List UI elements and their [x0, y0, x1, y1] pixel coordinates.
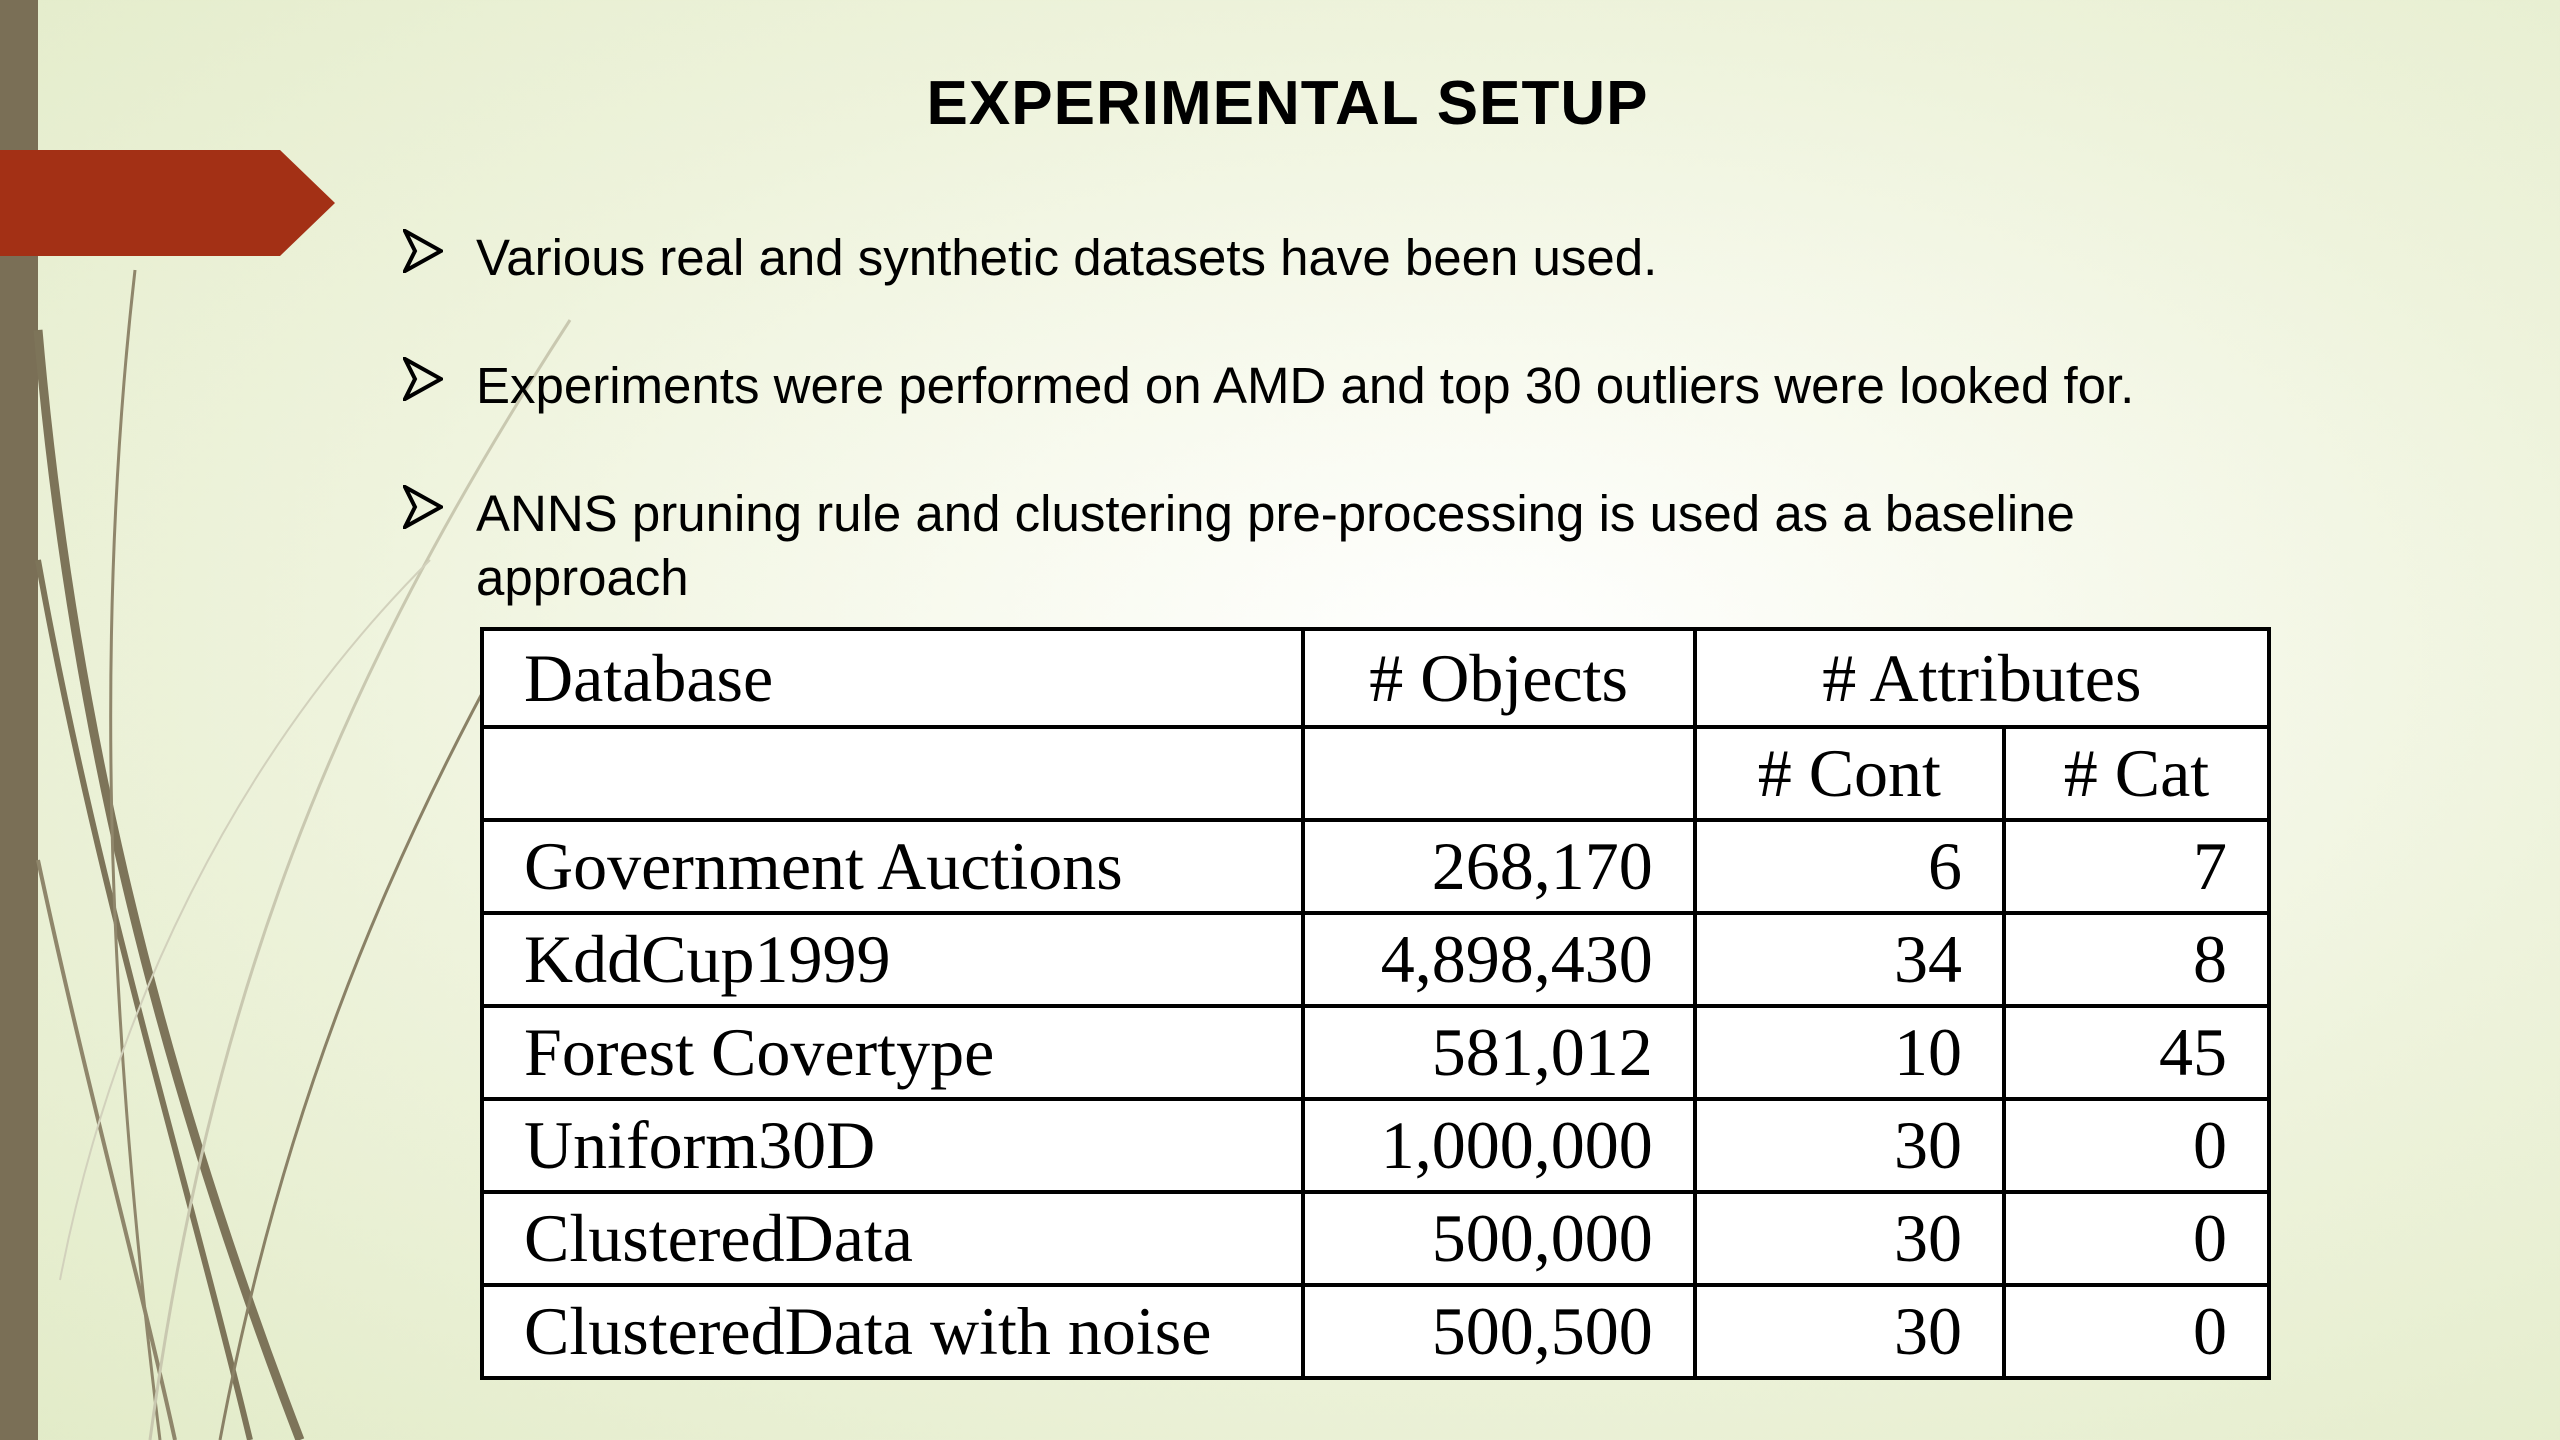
cell-database: Forest Covertype: [482, 1006, 1303, 1099]
cell-objects: 4,898,430: [1303, 913, 1695, 1006]
header-cont: # Cont: [1695, 727, 2004, 820]
datasets-table-container: [480, 627, 2271, 1382]
cell-database: ClusteredData with noise: [482, 1285, 1303, 1378]
table-subheader-row: [482, 727, 2269, 820]
arrowhead-bullet-icon: [403, 229, 443, 273]
cell-cont: 34: [1695, 913, 2004, 1006]
cell-cont: 10: [1695, 1006, 2004, 1099]
cell-cat: 0: [2004, 1285, 2269, 1378]
header-database: Database: [482, 629, 1303, 727]
cell-cat: 8: [2004, 913, 2269, 1006]
cell-database: Uniform30D: [482, 1099, 1303, 1192]
table-row: [482, 1006, 2269, 1099]
decor-curve: [220, 660, 500, 1440]
bullet-text: Experiments were performed on AMD and top 30 outliers were looked for.: [476, 357, 2135, 414]
table-row: [482, 820, 2269, 913]
cell-database: KddCup1999: [482, 913, 1303, 1006]
cell-objects: 500,000: [1303, 1192, 1695, 1285]
decor-curve: [38, 330, 300, 1440]
bullet-text: Various real and synthetic datasets have been used.: [476, 229, 1658, 286]
table-header-row: [482, 629, 2269, 727]
cell-cat: 0: [2004, 1192, 2269, 1285]
table-row: [482, 1285, 2269, 1378]
arrowhead-bullet-icon: [403, 357, 443, 401]
header-cat: # Cat: [2004, 727, 2269, 820]
cell-database: Government Auctions: [482, 820, 1303, 913]
bullet-text-continuation: approach: [476, 549, 689, 606]
cell-cat: 0: [2004, 1099, 2269, 1192]
cell-cont: 6: [1695, 820, 2004, 913]
cell-objects: 581,012: [1303, 1006, 1695, 1099]
empty-cell: [482, 727, 1303, 820]
bullet-text: ANNS pruning rule and clustering pre-processing is used as a baseline: [476, 485, 2075, 542]
cell-cat: 45: [2004, 1006, 2269, 1099]
arrowhead-bullet-icon: [403, 485, 443, 529]
empty-cell: [1303, 727, 1695, 820]
cell-objects: 500,500: [1303, 1285, 1695, 1378]
cell-cat: 7: [2004, 820, 2269, 913]
cell-database: ClusteredData: [482, 1192, 1303, 1285]
cell-cont: 30: [1695, 1099, 2004, 1192]
cell-cont: 30: [1695, 1192, 2004, 1285]
table-row: [482, 1099, 2269, 1192]
decor-curve: [38, 860, 175, 1440]
table-row: [482, 913, 2269, 1006]
header-objects: # Objects: [1303, 629, 1695, 727]
cell-objects: 1,000,000: [1303, 1099, 1695, 1192]
slide-title: EXPERIMENTAL SETUP: [926, 69, 1649, 138]
datasets-table: [480, 627, 2271, 1380]
header-attributes: # Attributes: [1695, 629, 2269, 727]
cell-cont: 30: [1695, 1285, 2004, 1378]
cell-objects: 268,170: [1303, 820, 1695, 913]
accent-arrow-banner: [0, 150, 335, 256]
table-row: [482, 1192, 2269, 1285]
